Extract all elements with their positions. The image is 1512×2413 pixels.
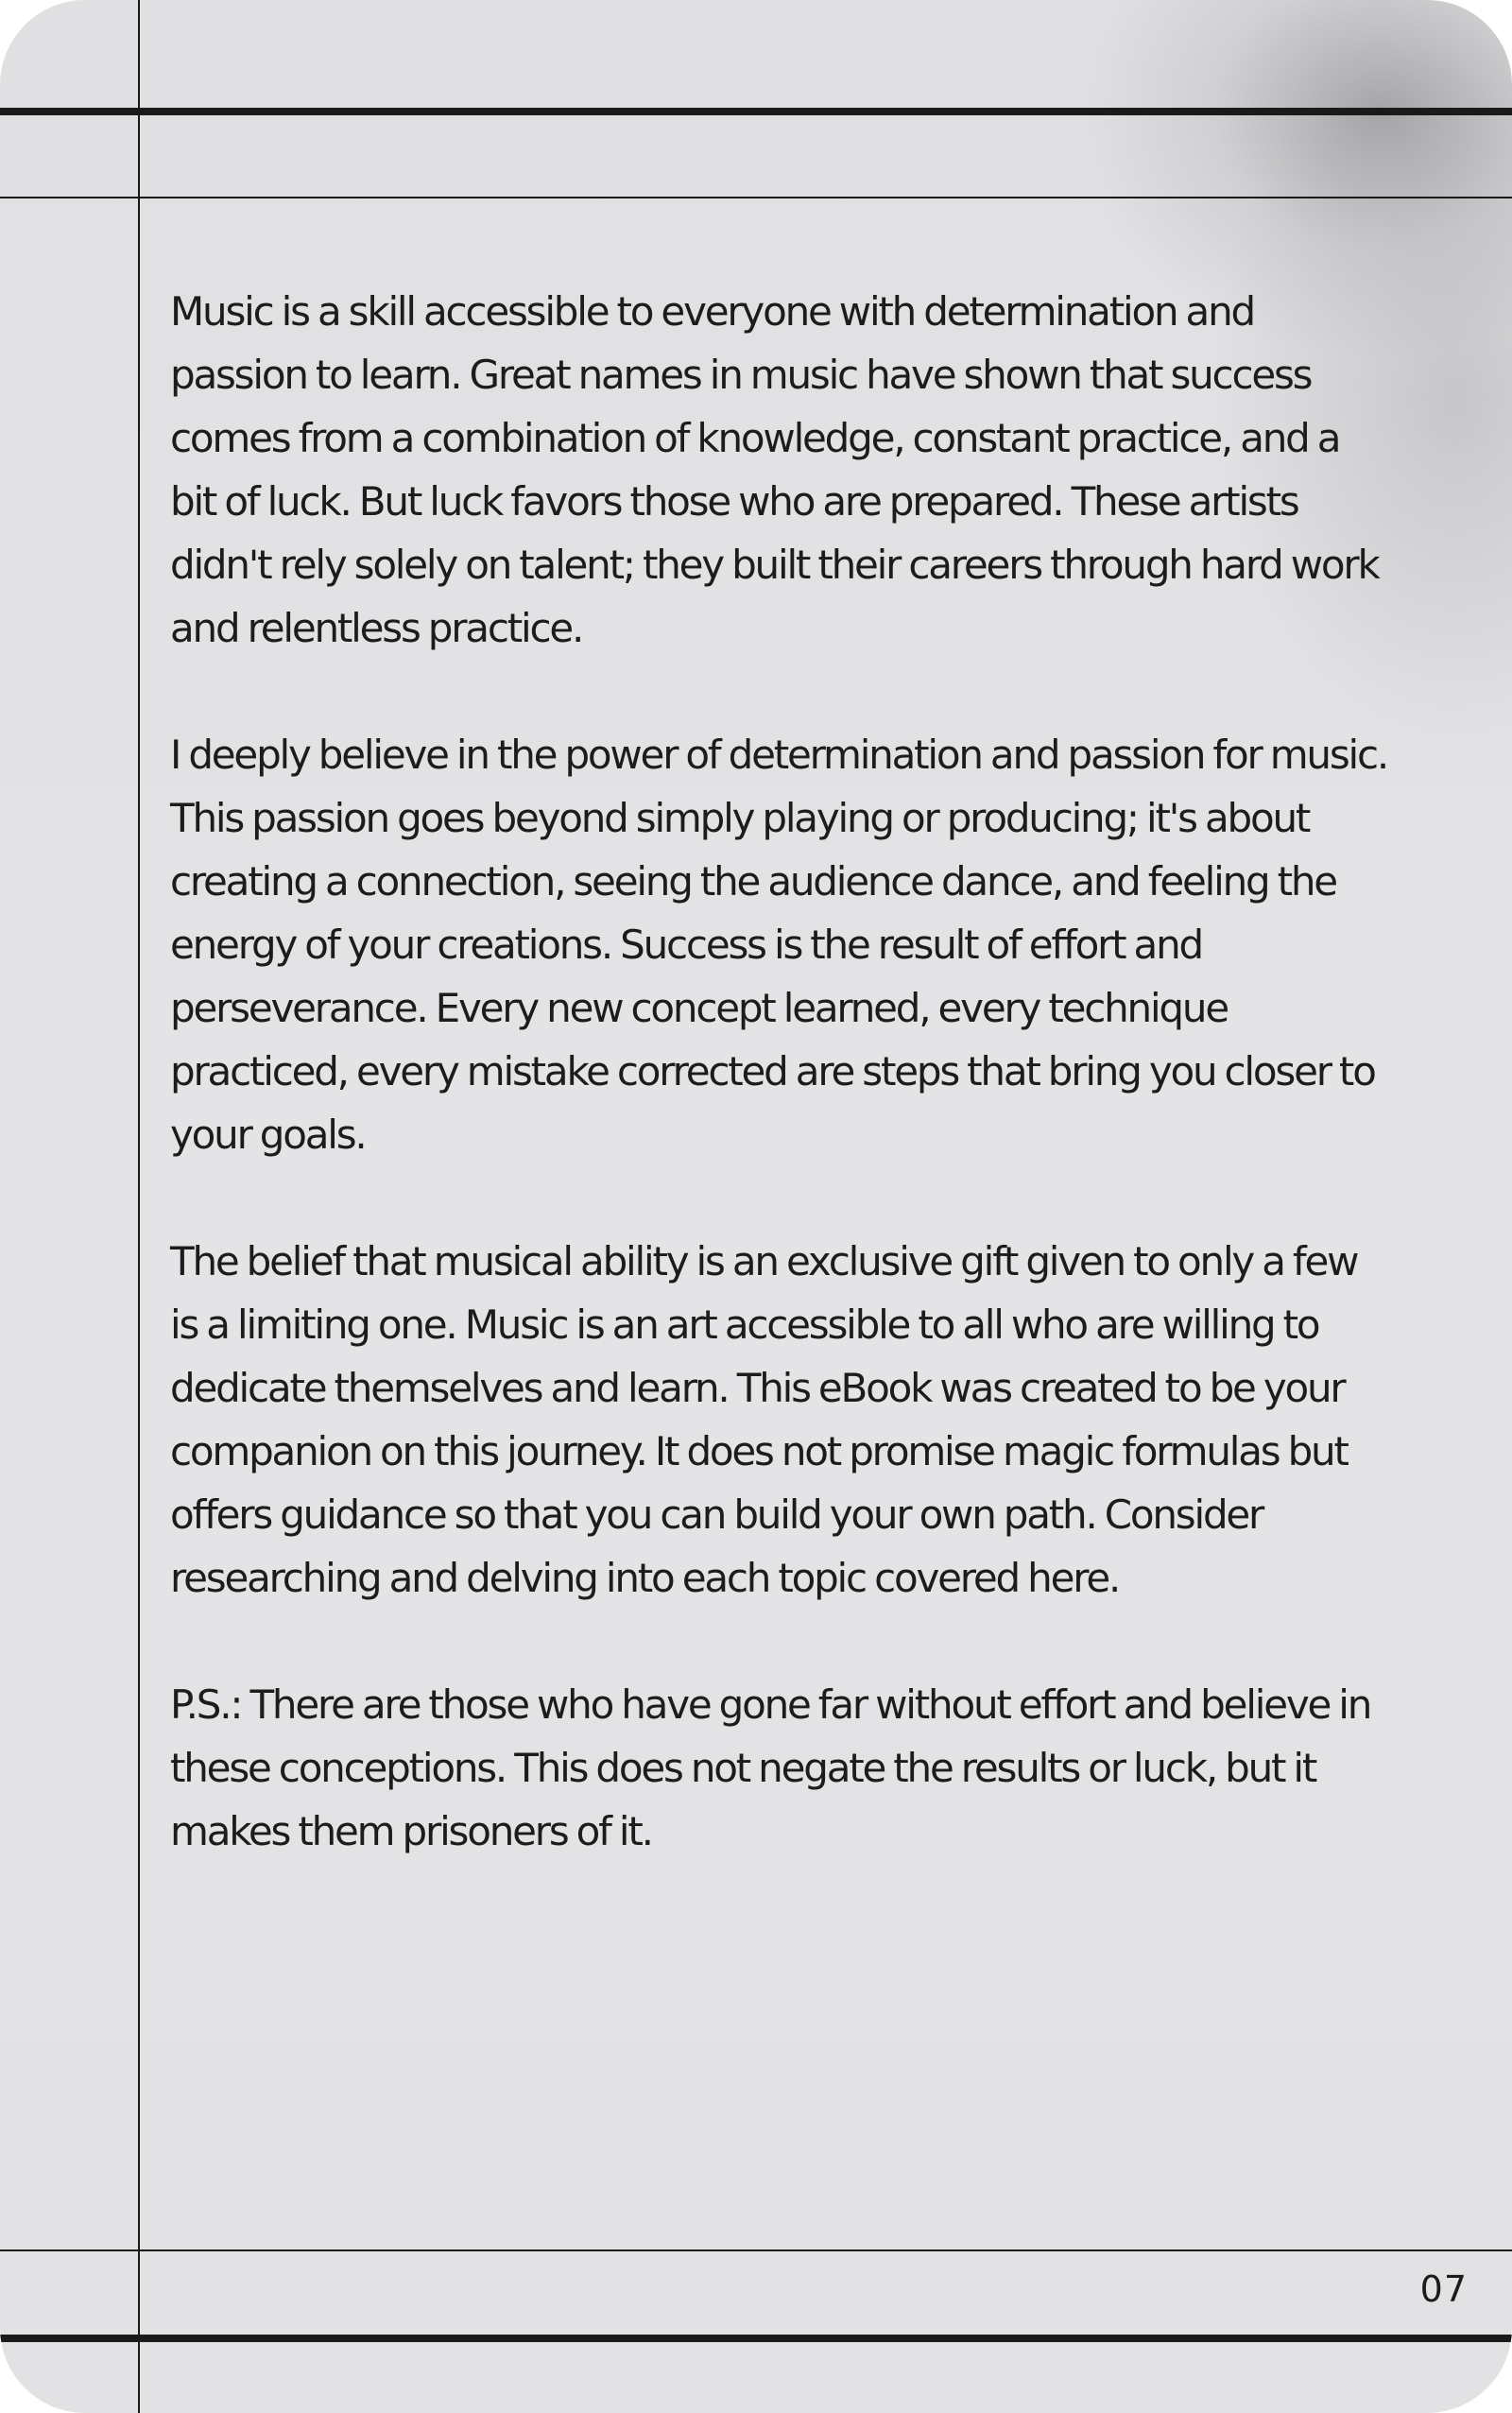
paragraph-4-postscript: P.S.: There are those who have gone far without effort and believe in these conceptions. This does not negate the results or luck, but it makes them prisoners of it. — [170, 1681, 1371, 1854]
top-border-thin-line — [0, 197, 1512, 198]
left-margin-line — [138, 0, 140, 2413]
page-number: 07 — [1419, 2268, 1468, 2310]
paragraph-1: Music is a skill accessible to everyone with determination and passion to learn. Great names in music have shown that success comes from a combination of knowledge, constant practice, and a bit of luck. But luck favors those who are prepared. These artists didn't rely solely on talent; they built their careers through hard work and relentless practice. — [170, 288, 1379, 651]
bottom-border-thin-line — [0, 2249, 1512, 2251]
paragraph-2: I deeply believe in the power of determination and passion for music. This passion goes beyond simply playing or producing; it's about creating a connection, seeing the audience dance, and feeling the energy of your creations. Success is the result of effort and perseverance. Every new concept learned, every technique practiced, every mistake corrected are steps that bring you closer to your goals. — [170, 732, 1388, 1158]
paragraph-3: The belief that musical ability is an exclusive gift given to only a few is a limiting one. Music is an art accessible to all who are willing to dedicate themselves and learn. This eBook was created to be your companion on this journey. It does not promise magic formulas but offers guidance so that you can build your own path. Consider researching and delving into each topic covered here. — [170, 1238, 1358, 1601]
top-border-thick-line — [0, 108, 1512, 115]
body-text — [170, 280, 1389, 1926]
bottom-border-thick-line — [0, 2335, 1512, 2342]
